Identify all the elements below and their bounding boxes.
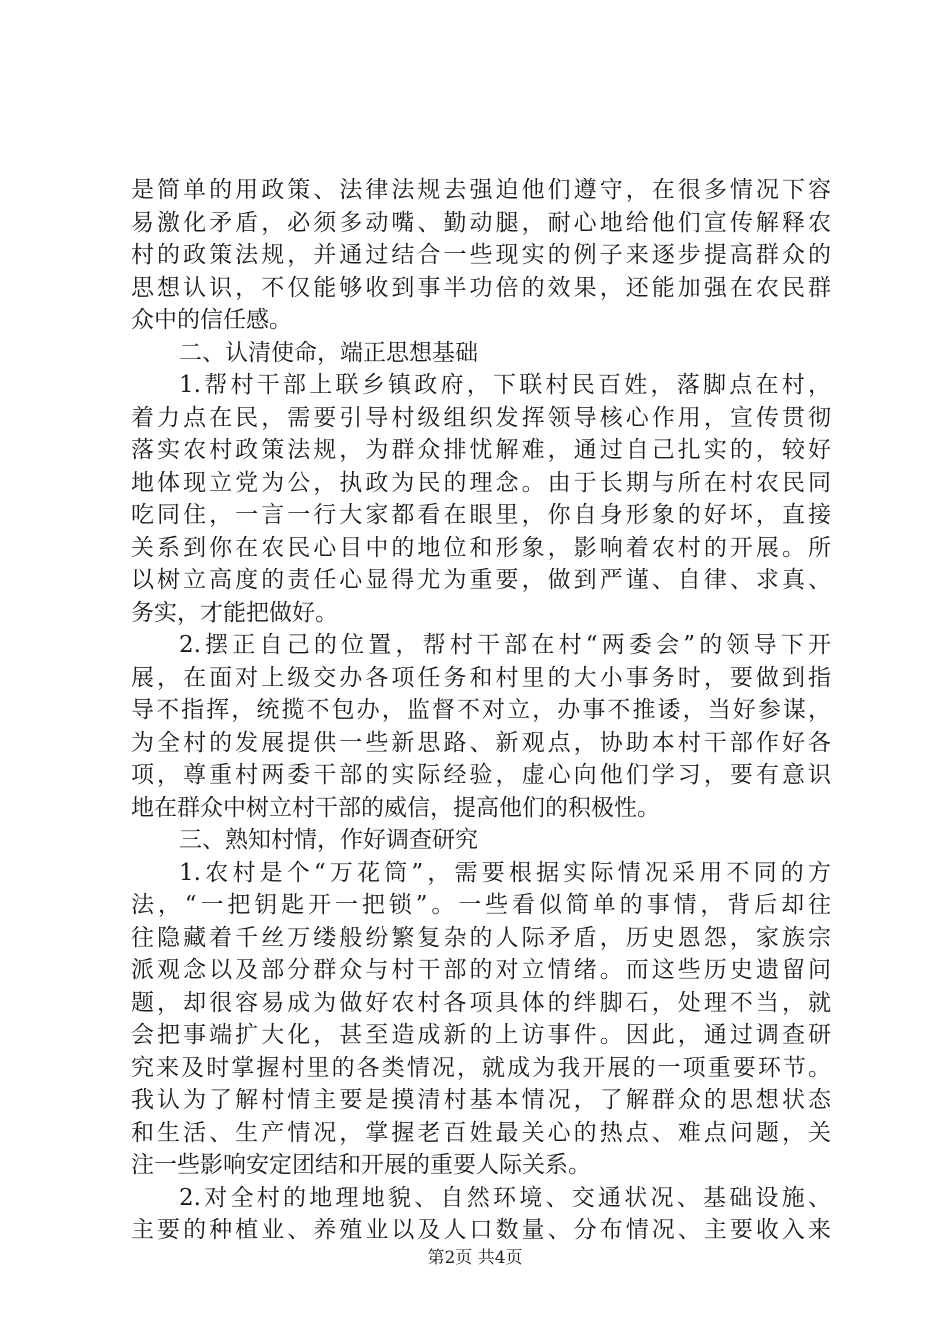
text-line: 村的政策法规，并通过结合一些现实的例子来逐步提高群众的 [131,242,831,268]
text-line: 着力点在民，需要引导村级组织发挥领导核心作用，宣传贯彻 [131,404,831,431]
page-number: 第2页 共4页 [427,1248,523,1268]
text-line: 和生活、生产情况，掌握老百姓最关心的热点、难点问题，关 [131,1119,831,1146]
text-line: 究来及时掌握村里的各类情况，就成为我开展的一项重要环节。 [131,1054,831,1081]
text-line: 是简单的用政策、法律法规去强迫他们遵守，在很多情况下容 [131,177,831,203]
page-footer [0,1243,950,1268]
text-line: 思想认识，不仅能够收到事半功倍的效果，还能加强在农民群 [131,274,831,301]
text-line: 易激化矛盾，必须多动嘴、勤动腿，耐心地给他们宣传解释农 [131,209,831,236]
text-line: 我认为了解村情主要是摸清村基本情况，了解群众的思想状态 [131,1087,831,1113]
text-line: 题，却很容易成为做好农村各项具体的绊脚石，处理不当，就 [131,989,831,1016]
text-line: 为全村的发展提供一些新思路、新观点，协助本村干部作好各 [131,729,831,756]
text-line: 二、认清使命，端正思想基础 [179,339,478,366]
text-line: 吃同住，一言一行大家都看在眼里，你自身形象的好坏，直接 [131,502,831,528]
text-line: 主要的种植业、养殖业以及人口数量、分布情况、主要收入来 [131,1217,831,1243]
text-line: 法，“一把钥匙开一把锁”。一些看似简单的事情，背后却往 [131,892,831,918]
text-line: 会把事端扩大化，甚至造成新的上访事件。因此，通过调查研 [131,1022,831,1048]
text-line: 落实农村政策法规，为群众排忧解难，通过自己扎实的，较好 [131,437,831,463]
text-line: 项，尊重村两委干部的实际经验，虚心向他们学习，要有意识 [131,762,831,788]
text-line: 地体现立党为公，执政为民的理念。由于长期与所在村农民同 [131,469,831,496]
text-line: 1.农村是个“万花筒”，需要根据实际情况采用不同的方 [179,859,831,886]
text-line: 往隐藏着千丝万缕般纷繁复杂的人际矛盾，历史恩怨，家族宗 [131,924,831,951]
text-line: 派观念以及部分群众与村干部的对立情绪。而这些历史遗留问 [131,957,831,983]
text-line: 三、熟知村情，作好调查研究 [179,827,478,853]
text-line: 导不指挥，统揽不包办，监督不对立，办事不推诿，当好参谋， [131,697,831,723]
text-line: 注一些影响安定团结和开展的重要人际关系。 [131,1152,591,1178]
text-line: 1.帮村干部上联乡镇政府，下联村民百姓，落脚点在村， [179,372,831,398]
document-body [131,174,831,1247]
text-line: 地在群众中树立村干部的威信，提高他们的积极性。 [131,794,660,821]
text-line: 务实，才能把做好。 [131,599,338,626]
text-line: 2.摆正自己的位置，帮村干部在村“两委会”的领导下开 [179,632,831,658]
text-line: 众中的信任感。 [131,307,292,333]
text-line: 2.对全村的地理地貌、自然环境、交通状况、基础设施、 [179,1184,831,1211]
text-line: 以树立高度的责任心显得尤为重要，做到严谨、自律、求真、 [131,567,831,593]
text-line: 关系到你在农民心目中的地位和形象，影响着农村的开展。所 [131,534,831,561]
text-line: 展，在面对上级交办各项任务和村里的大小事务时，要做到指 [131,664,831,691]
